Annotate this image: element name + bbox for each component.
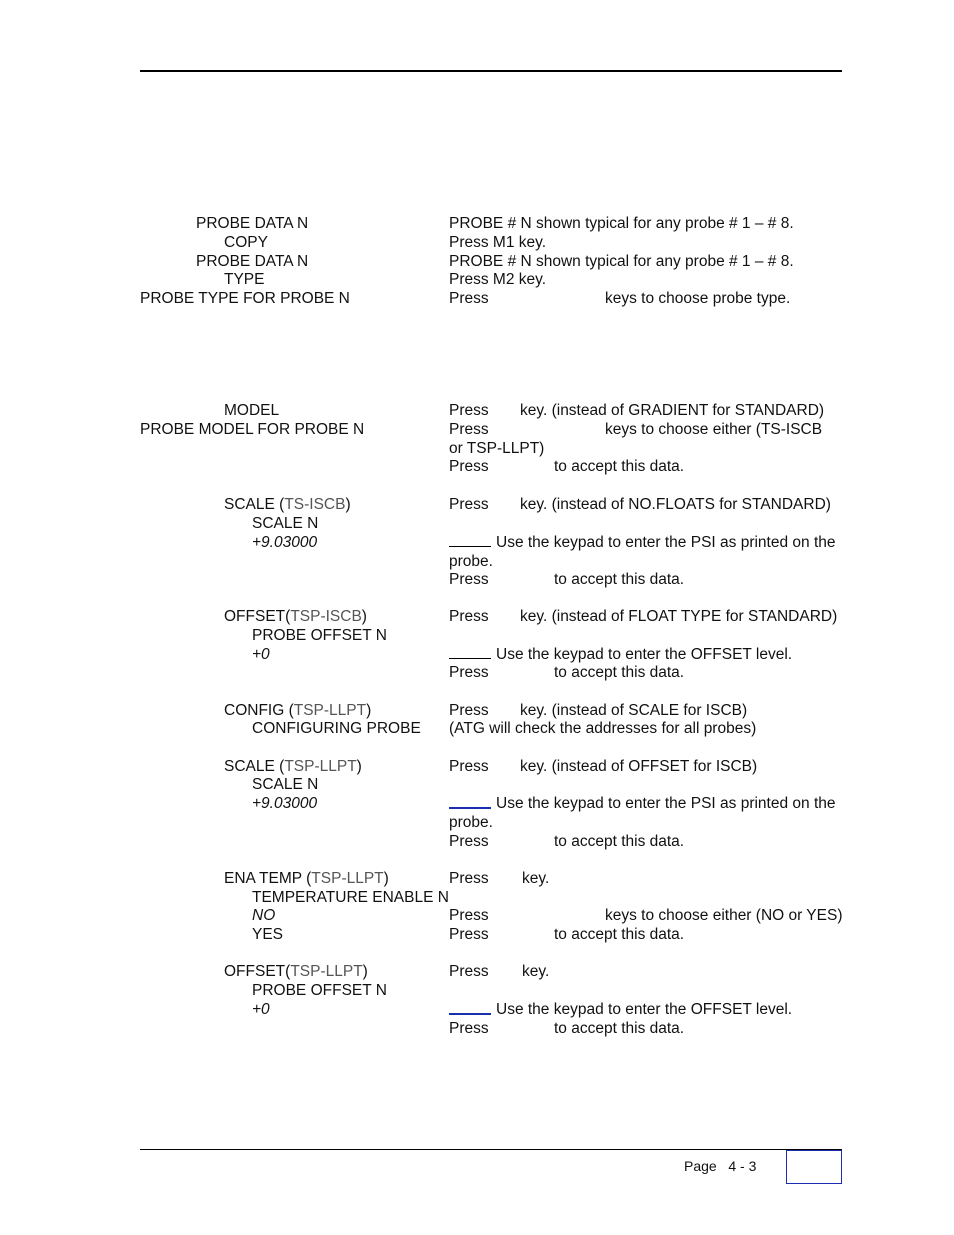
temperature-enable-label: TEMPERATURE ENABLE N: [252, 889, 449, 906]
instruction-key: key.: [522, 870, 550, 887]
instruction-press: Press: [449, 926, 489, 943]
offset-value-2: +0: [252, 1001, 270, 1018]
type-label: TYPE: [224, 271, 265, 288]
instruction-press-m1: Press M1 key.: [449, 234, 547, 251]
scale-iscb-tag: TS-ISCB: [284, 496, 346, 513]
instruction-choose-probe-type: keys to choose probe type.: [605, 290, 791, 307]
offset-iscb-tag: TSP-ISCB: [290, 608, 362, 625]
input-blank: [449, 546, 491, 547]
instruction-choose-no-yes: keys to choose either (NO or YES): [605, 907, 843, 924]
input-blank-blue: [449, 807, 491, 809]
instruction-accept: to accept this data.: [554, 833, 685, 850]
config-tag: TSP-LLPT: [293, 702, 367, 719]
probe-model-for-label: PROBE MODEL FOR PROBE N: [140, 421, 365, 438]
instruction-enter-offset-2: Use the keypad to enter the OFFSET level.: [496, 1001, 793, 1018]
scale-value-2: +9.03000: [252, 795, 318, 812]
ena-temp-label: ENA TEMP (: [224, 870, 312, 887]
probe-data-label-2: PROBE DATA N: [196, 253, 309, 270]
instruction-choose-model-cont: or TSP-LLPT): [449, 440, 545, 457]
instruction-key-nofloats: key. (instead of NO.FLOATS for STANDARD): [520, 496, 831, 513]
footer-box: [786, 1150, 842, 1184]
ena-temp-tag: TSP-LLPT: [311, 870, 384, 887]
config-label: CONFIG (: [224, 702, 294, 719]
ena-temp-heading: [224, 869, 389, 888]
scale-value: +9.03000: [252, 534, 318, 551]
instruction-atg-check: (ATG will check the addresses for all probes): [449, 720, 757, 737]
probe-type-for-label: PROBE TYPE FOR PROBE N: [140, 290, 350, 307]
offset-llpt-label: OFFSET(: [224, 963, 291, 980]
instruction-probe-typical-2: PROBE # N shown typical for any probe # 1 – # 8.: [449, 253, 794, 270]
config-close: ): [366, 702, 372, 719]
offset-llpt-tag: TSP-LLPT: [290, 963, 363, 980]
instruction-key-scale-iscb: key. (instead of SCALE for ISCB): [520, 702, 748, 719]
page-number: 4 - 3: [728, 1158, 757, 1174]
instruction-key-gradient: key. (instead of GRADIENT for STANDARD): [520, 402, 825, 419]
instruction-key-floattype: key. (instead of FLOAT TYPE for STANDARD): [520, 608, 838, 625]
scale-llpt-close: ): [356, 758, 362, 775]
instruction-press-m2: Press M2 key.: [449, 271, 547, 288]
offset-iscb-label: OFFSET(: [224, 608, 291, 625]
scale-iscb-close: ): [345, 496, 351, 513]
instruction-press: Press: [449, 421, 489, 438]
scale-n-label-2: SCALE N: [252, 776, 319, 793]
page-label: Page: [684, 1158, 717, 1174]
input-blank: [449, 658, 491, 659]
scale-llpt-tag: TSP-LLPT: [284, 758, 357, 775]
instruction-accept: to accept this data.: [554, 458, 685, 475]
instruction-press: Press: [449, 907, 489, 924]
ena-temp-close: ): [383, 870, 389, 887]
offset-value: +0: [252, 646, 270, 663]
instruction-accept: to accept this data.: [554, 571, 685, 588]
instruction-press: Press: [449, 608, 489, 625]
instruction-press: Press: [449, 870, 489, 887]
configuring-probe-label: CONFIGURING PROBE: [252, 720, 421, 737]
instruction-probe-typical: PROBE # N shown typical for any probe # 1 – # 8.: [449, 215, 794, 232]
offset-llpt-close: ): [362, 963, 368, 980]
probe-data-label: PROBE DATA N: [196, 215, 309, 232]
instruction-press: Press: [449, 496, 489, 513]
footer-rule: [140, 1149, 842, 1150]
instruction-press: Press: [449, 758, 489, 775]
instruction-choose-model: keys to choose either (TS-ISCB: [605, 421, 823, 438]
no-option: NO: [252, 907, 276, 924]
instruction-enter-offset: Use the keypad to enter the OFFSET level.: [496, 646, 793, 663]
instruction-press: Press: [449, 402, 489, 419]
instruction-enter-psi-cont-2: probe.: [449, 814, 493, 831]
instruction-press: Press: [449, 458, 489, 475]
copy-label: COPY: [224, 234, 268, 251]
instruction-press: Press: [449, 833, 489, 850]
page-indicator: [684, 1158, 756, 1174]
instruction-key: key.: [522, 963, 550, 980]
scale-iscb-heading: [224, 495, 351, 514]
input-blank-blue: [449, 1013, 491, 1015]
instruction-press: Press: [449, 963, 489, 980]
probe-offset-label-2: PROBE OFFSET N: [252, 982, 387, 999]
instruction-enter-psi-2: Use the keypad to enter the PSI as printed on the: [496, 795, 836, 812]
scale-llpt-label: SCALE (: [224, 758, 285, 775]
instruction-accept: to accept this data.: [554, 1020, 685, 1037]
model-label: MODEL: [224, 402, 280, 419]
header-rule: [140, 70, 842, 72]
config-llpt-heading: [224, 701, 371, 720]
offset-iscb-close: ): [361, 608, 367, 625]
offset-iscb-heading: [224, 607, 367, 626]
instruction-press: Press: [449, 290, 489, 307]
scale-llpt-heading: [224, 757, 362, 776]
instruction-press: Press: [449, 664, 489, 681]
yes-option: YES: [252, 926, 284, 943]
offset-llpt-heading: [224, 962, 368, 981]
instruction-accept: to accept this data.: [554, 926, 685, 943]
instruction-accept: to accept this data.: [554, 664, 685, 681]
instruction-press: Press: [449, 702, 489, 719]
scale-n-label: SCALE N: [252, 515, 319, 532]
probe-offset-label: PROBE OFFSET N: [252, 627, 387, 644]
instruction-enter-psi-cont: probe.: [449, 553, 493, 570]
instruction-enter-psi: Use the keypad to enter the PSI as printed on the: [496, 534, 836, 551]
instruction-press: Press: [449, 571, 489, 588]
scale-iscb-label: SCALE (: [224, 496, 285, 513]
instruction-press: Press: [449, 1020, 489, 1037]
instruction-key-offset-iscb: key. (instead of OFFSET for ISCB): [520, 758, 758, 775]
